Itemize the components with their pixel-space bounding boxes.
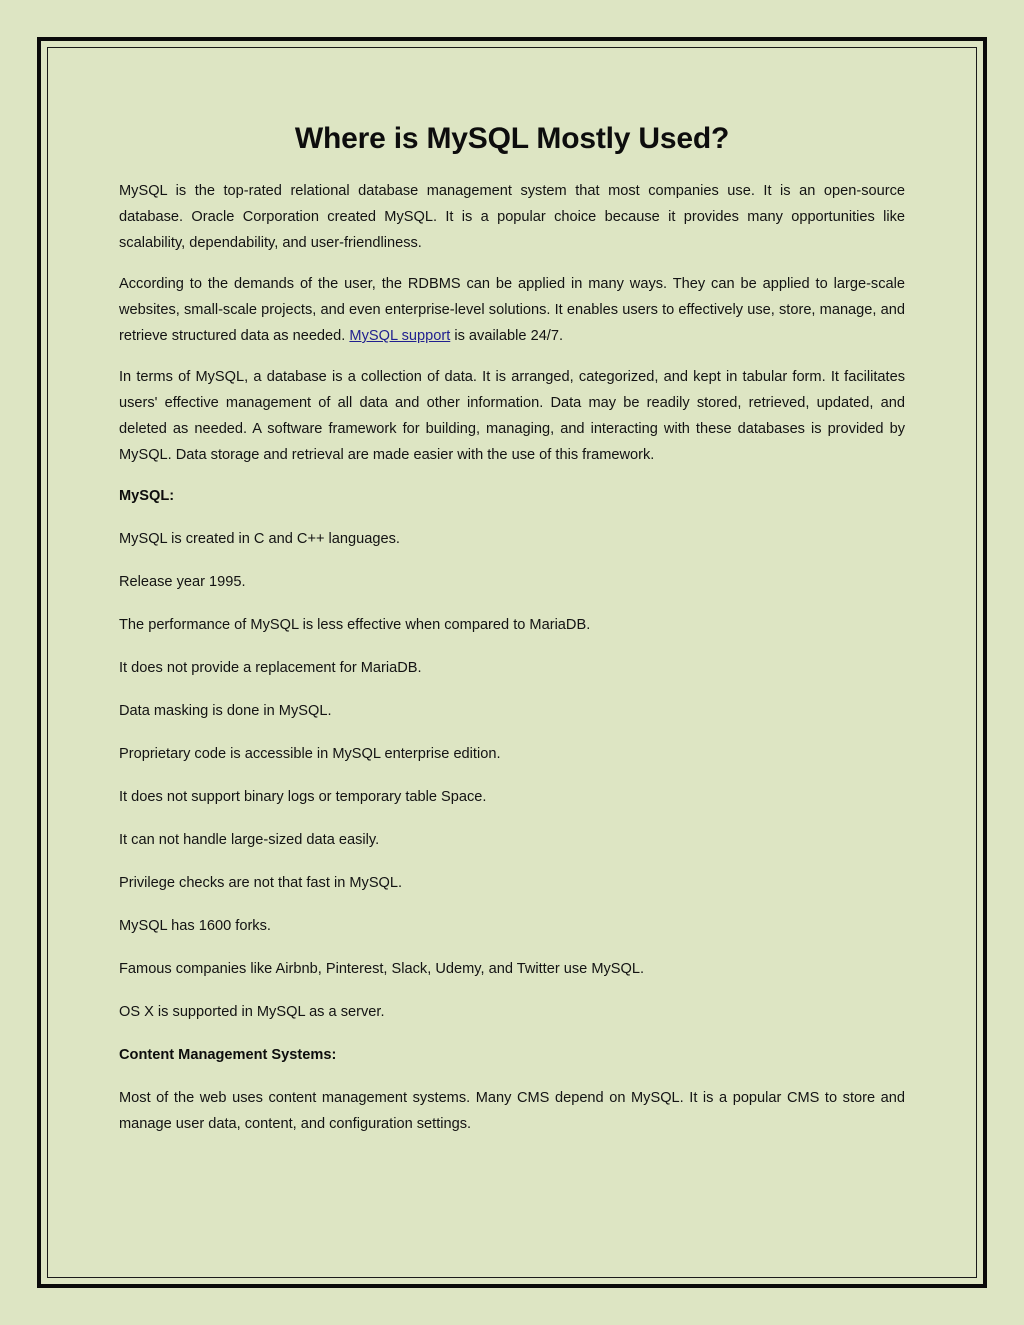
paragraph-database-definition: In terms of MySQL, a database is a collection of data. It is arranged, categorized, and kept in tabular form. It facilitates users' effective management of all data and other information. Data may be readily stored, retrieved, updated, and deleted as needed. A software framework for building, managing, and interacting with these databases is provided by MySQL. Data storage and retrieval are made easier with the use of this framework.	[119, 369, 905, 463]
list-item: Data masking is done in MySQL.	[119, 703, 332, 719]
list-item: It can not handle large-sized data easily.	[119, 832, 380, 848]
paragraph-rdbms	[119, 271, 905, 349]
page-title: Where is MySQL Mostly Used?	[294, 122, 730, 155]
paragraph-rdbms-text-before: According to the demands of the user, the RDBMS can be applied in many ways. They can be applied to large-scale websites, small-scale projects, and even enterprise-level solutions. It enables users to effectively use, store, manage, and retrieve structured data as needed.	[119, 276, 905, 344]
list-item: It does not support binary logs or temporary table Space.	[119, 789, 487, 805]
paragraph-rdbms-text-after: is available 24/7.	[450, 328, 564, 344]
list-item: Privilege checks are not that fast in MySQL.	[119, 875, 403, 891]
list-item: OS X is supported in MySQL as a server.	[119, 1004, 385, 1020]
list-item: The performance of MySQL is less effective when compared to MariaDB.	[119, 617, 591, 633]
mysql-support-link[interactable]: MySQL support	[349, 328, 451, 344]
section-heading-cms: Content Management Systems:	[119, 1047, 337, 1063]
list-item: Proprietary code is accessible in MySQL enterprise edition.	[119, 746, 501, 762]
list-item: Famous companies like Airbnb, Pinterest, Slack, Udemy, and Twitter use MySQL.	[119, 961, 645, 977]
document-body	[119, 178, 905, 1152]
list-item: MySQL is created in C and C++ languages.	[119, 531, 400, 547]
list-item: Release year 1995.	[119, 574, 246, 590]
paragraph-intro: MySQL is the top-rated relational database management system that most companies use. It is an open-source database. Oracle Corporation created MySQL. It is a popular choice because it provides many opportunities like scalability, dependability, and user-friendliness.	[119, 183, 905, 251]
document-content	[119, 0, 905, 1325]
list-item: It does not provide a replacement for MariaDB.	[119, 660, 422, 676]
section-heading-mysql: MySQL:	[119, 488, 175, 504]
list-item: MySQL has 1600 forks.	[119, 918, 271, 934]
paragraph-cms: Most of the web uses content management systems. Many CMS depend on MySQL. It is a popular CMS to store and manage user data, content, and configuration settings.	[119, 1090, 905, 1132]
